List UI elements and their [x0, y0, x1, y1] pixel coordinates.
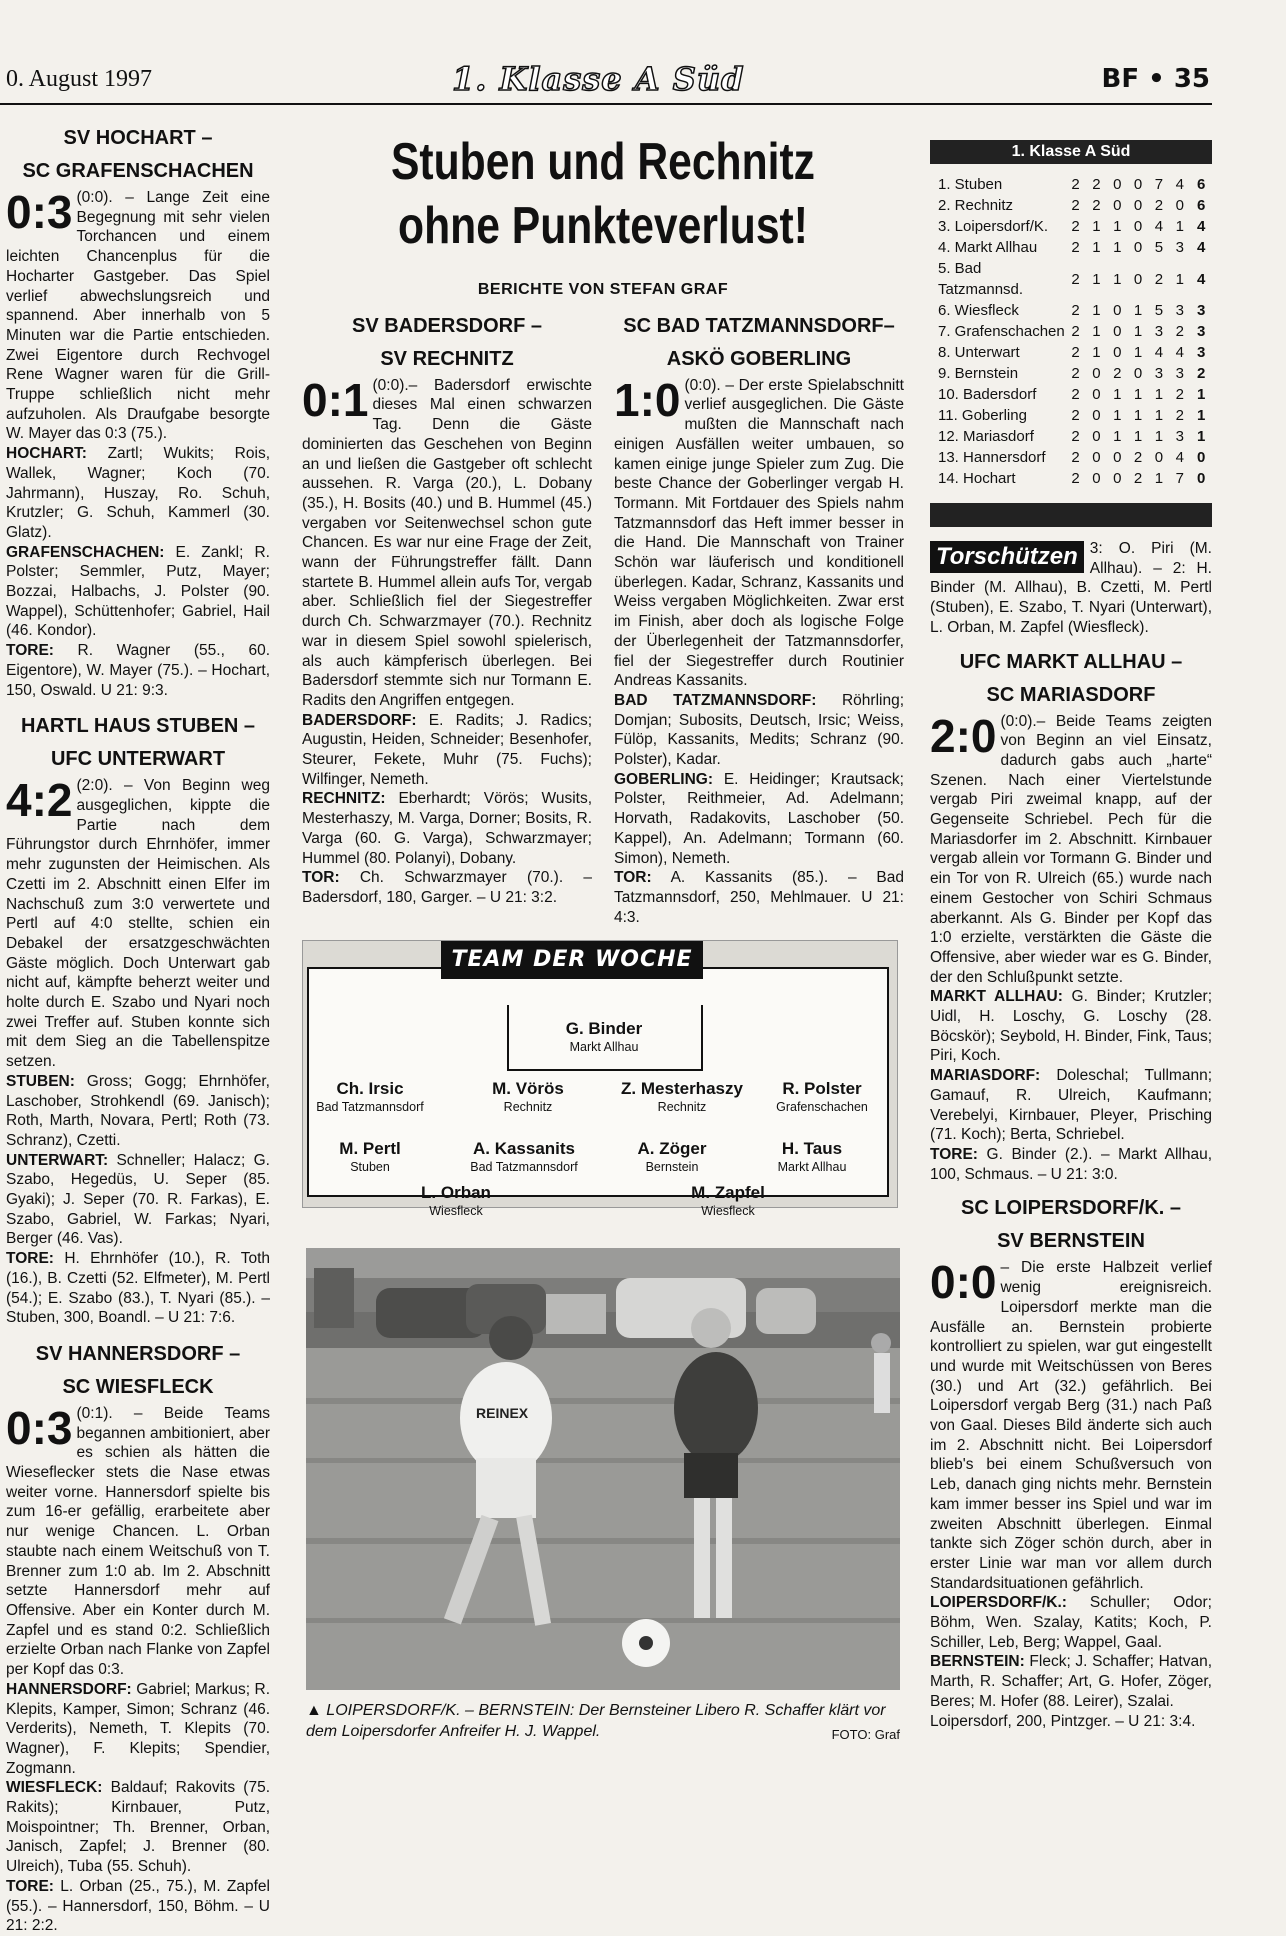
team-pitch — [307, 967, 889, 1218]
standings-cell: 0 — [1092, 407, 1101, 424]
standings-cell: 2 — [1154, 270, 1164, 288]
standings-team: 3. Loipersdorf/K. — [938, 218, 1049, 235]
standings-team: 11. Goberling — [938, 407, 1027, 424]
standings-cell: 0 — [1113, 197, 1122, 214]
standings-points: 3 — [1196, 323, 1206, 340]
standings-cell: 1 — [1175, 218, 1184, 235]
lineup-text: Zartl; Wukits; Rois, Wallek, Wagner; Koch (70. Jahrmann), Huszay, Ro. Schuh, Krutzler; G. Schuh, Kammerl (30. Glatz). — [6, 445, 270, 541]
standings-cell: 1 — [1092, 218, 1101, 235]
standings-cell: 0 — [1113, 470, 1122, 487]
standings-cell: 2 — [1175, 323, 1184, 340]
standings-cell: 1 — [1092, 270, 1101, 288]
lineup-text: Röhrling; Domjan; Subosits, Deutsch, Irsic; Weiss, Fülöp, Kassanits, Medits; Schranz (90. Polster), Kadar. — [614, 691, 904, 769]
standings-cell: 1 — [1113, 428, 1122, 445]
score: 2:0 — [930, 709, 997, 762]
standings-cell: 0 — [1175, 197, 1184, 214]
standings-cell: 1 — [1113, 239, 1122, 256]
standings-cell: 0 — [1133, 197, 1143, 214]
standings-cell: 0 — [1092, 428, 1101, 445]
game-title: HARTL HAUS STUBEN – — [20, 715, 256, 738]
standings-cell: 1 — [1113, 386, 1122, 403]
player-name: G. Binder — [565, 1019, 643, 1038]
standings-points: 4 — [1196, 218, 1206, 235]
standings-cell: 1 — [1092, 323, 1101, 340]
lineup-text: Gabriel; Markus; R. Klepits, Kamper, Simon; Schranz (46. Verderits), Nemeth, T. Klepits (70. Wagner), F. Klepits; Spendier, Zogmann. — [6, 1680, 270, 1777]
standings-team: 2. Rechnitz — [938, 197, 1014, 214]
standings-cell: 3 — [1154, 323, 1164, 340]
team-label: BADERSDORF: — [302, 711, 417, 729]
player-club: Bad Tatzmannsdorf — [470, 1160, 578, 1174]
game-title: SC BAD TATZMANNSDORF– — [623, 314, 895, 337]
standings-row — [938, 195, 1212, 216]
standings-row — [938, 447, 1212, 468]
game-title: SV BERNSTEIN — [997, 1230, 1145, 1253]
standings-table — [938, 174, 1212, 489]
game-title: SC GRAFENSCHACHEN — [22, 160, 254, 182]
team-label: TORE: — [6, 642, 54, 660]
photo-credit: FOTO: Graf — [831, 1727, 900, 1742]
headline — [356, 130, 850, 258]
player-card — [597, 1139, 747, 1175]
standings-cell: 1 — [1175, 270, 1184, 288]
standings-cell: 4 — [1175, 449, 1184, 466]
lineup-text: Baldauf; Rakovits (75. Rakits); Kirnbauer, Putz, Moispointner; Th. Brenner, Orban, Janisch, Zapfel; J. Brenner (80. Ulreich), Tuba (55. Schuh). — [6, 1779, 270, 1876]
player-club: Bernstein — [645, 1160, 699, 1174]
player-name: L. Orban — [421, 1183, 491, 1202]
standings-team: 5. Bad Tatzmannsd. — [938, 260, 1024, 298]
report-text: (0:0). – Der erste Spielabschnitt verlief ausgeglichen. Die Gäste mußten die Mannschaft nach einigen Ausfällen weiter umbauen, so kamen einige junge Spieler zum Zug. Die beste Chance der Goberlinger vergab H. Tormann. Mit Fortdauer des Spiels nahm Tatzmannsdorf das Heft immer besser in die Hand. Die Mannschaft von Trainer Schön war läuferisch und konditionell überlegen. Kadar, Schranz, Kassanits und Weiss vergaben Möglichkeiten. Zwar erst im Finish, aber doch als logische Folge der Überlegenheit der Tatzmannsdorfer, fiel der Siegestreffer durch Routinier Andreas Kassanits. — [614, 376, 904, 690]
scorers-text: 3: O. Piri (M. Allhau). – 2: H. Binder (M. Allhau), B. Czetti, M. Pertl (Stuben), E. Szabo, T. Nyari (Unterwart), L. Orban, M. Zapfel (Wiesfleck). — [930, 540, 1212, 636]
standings-cell: 0 — [1092, 386, 1101, 403]
standings-cell: 2 — [1071, 302, 1080, 319]
game-report — [614, 310, 904, 928]
lineup-text: E. Radits; J. Radics; Augustin, Heiden, Schneider; Besenhofer, Steurer, Fekete, Muhr (75. Fuchs); Wilfinger, Nemeth. — [302, 711, 593, 788]
team-label: MARKT ALLHAU: — [930, 988, 1063, 1006]
standings-cell: 2 — [1175, 407, 1184, 424]
main-column — [302, 122, 904, 927]
standings-cell: 0 — [1133, 239, 1143, 256]
score: 0:3 — [6, 1401, 73, 1454]
standings-cell: 2 — [1071, 239, 1080, 256]
standings-cell: 0 — [1133, 176, 1143, 193]
score: 1:0 — [614, 373, 681, 426]
standings-cell: 7 — [1175, 470, 1184, 487]
game-title: ASKÖ GOBERLING — [666, 347, 852, 370]
standings-row — [938, 426, 1212, 447]
standings-cell: 1 — [1154, 470, 1164, 487]
game-report — [6, 1338, 270, 1936]
report-text: (0:0). – Lange Zeit eine Begegnung mit sehr vielen Torchancen und einem leichten Chancenplus für die Hocharter Gastgeber. Das Spiel verlief abwechslungsreich und spannend. Aber innerhalb von 5 Minuten war die Partie entschieden. Zwei Eigentore durch Rechvogel Rene Wagner waren für die Grill-Truppe schließlich nicht mehr aufzuholen. Als Draufgabe besorgte W. Mayer das 0:3 (75.). — [6, 189, 270, 443]
standings-points: 2 — [1196, 365, 1206, 382]
standings-points: 1 — [1196, 386, 1206, 403]
standings-cell: 5 — [1154, 302, 1164, 319]
standings-team: 1. Stuben — [938, 176, 1003, 193]
game-report — [6, 710, 270, 1328]
standings-cell: 1 — [1092, 344, 1101, 361]
lineup-text: E. Zankl; R. Polster; Semmler, Putz, Mayer; Bozzai, Halbachs, J. Polster (90. Wappel), Schüttenhofer; Gabriel, Hail (46. Kondor). — [6, 543, 270, 640]
lineup-text: Fleck; J. Schaffer; Hatvan, Marth, R. Schaffer; Art, G. Hofer, Zöger, Beres; M. Hofer (88. Leirer), Szalai. — [930, 1653, 1213, 1710]
standings-team: 12. Mariasdorf — [938, 428, 1034, 445]
standings-row — [938, 174, 1212, 195]
team-label: GOBERLING: — [614, 770, 714, 788]
standings-cell: 5 — [1154, 239, 1164, 256]
player-name: M. Pertl — [339, 1139, 401, 1158]
team-label: TORE: — [6, 1250, 54, 1268]
standings-cell: 1 — [1092, 302, 1101, 319]
standings-cell: 0 — [1092, 470, 1101, 487]
standings-cell: 1 — [1154, 386, 1164, 403]
left-column — [6, 122, 270, 1936]
standings-points: 3 — [1196, 302, 1206, 319]
game-title: SC WIESFLECK — [62, 1375, 214, 1398]
lineup-text: H. Ehrnhöfer (10.), R. Toth (16.), B. Czetti (52. Elfmeter), M. Pertl (54.); E. Szabo (83.), T. Nyari (85.). – Stuben, 300, Boandl. – U 21: 7:6. — [6, 1250, 270, 1327]
standings-team: 4. Markt Allhau — [938, 239, 1038, 256]
report-text: (0:0).– Beide Teams zeigten von Beginn an viel Einsatz, dadurch gabs auch „harte“ Szenen. Nach einer Viertelstunde vergab Piri zweimal knapp, auf der Gegenseite Schriebel. Pech für die Mariasdorfer im 2. Abschnitt. Kirnbauer vergab allein vor Tormann G. Binder und ein Tor von R. Ulreich (65.) wurde nach einem Gestocher von Schiri Schmaus aberkannt. Als G. Binder per Kopf das 1:0 erzielte, verstärkten die Gäste die Offensive, aber wieder war es G. Binder, der den Schlußpunkt setzte. — [930, 712, 1212, 986]
standings-cell: 2 — [1092, 197, 1101, 214]
scorers-bar — [930, 503, 1212, 527]
game-title: SC LOIPERSDORF/K. – — [960, 1197, 1182, 1220]
game-title: UFC UNTERWART — [50, 748, 226, 771]
standings-row — [938, 300, 1212, 321]
report-text: (2:0). – Von Beginn weg ausgeglichen, kippte die Partie nach dem Führungstor durch Ehrnhöfer, immer mehr zugunsten der Heimischen. Als Czetti im 2. Abschnitt einen Elfer im Nachschuß zum 3:0 verwertete und Pertl auf 4:0 stellte, schien ein Debakel der ersatzgeschwächten Gäste möglich. Doch Unterwart gab nicht auf, kämpfte beherzt weiter und holte durch E. Szabo und Nyari noch zwei Treffer auf. Stuben konnte sich mit dem Sieg an die Tabellenspitze setzen. — [6, 777, 270, 1071]
standings-cell: 1 — [1133, 386, 1143, 403]
page-number: BF • 35 — [1101, 64, 1210, 94]
standings-cell: 0 — [1092, 365, 1101, 382]
triangle-icon: ▲ — [306, 1702, 322, 1719]
standings-points: 4 — [1196, 270, 1206, 288]
standings-cell: 0 — [1154, 449, 1164, 466]
standings-cell: 2 — [1071, 407, 1080, 424]
team-label: TORE: — [6, 1877, 54, 1895]
standings-title: 1. Klasse A Süd — [930, 140, 1212, 164]
standings-cell: 4 — [1175, 176, 1184, 193]
player-card — [653, 1183, 803, 1219]
standings-cell: 2 — [1071, 470, 1080, 487]
player-name: R. Polster — [782, 1079, 862, 1098]
standings-cell: 1 — [1133, 302, 1143, 319]
team-label: RECHNITZ: — [302, 790, 386, 808]
byline: BERICHTE VON STEFAN GRAF — [477, 281, 729, 298]
lineup-text: L. Orban (25., 75.), M. Zapfel (55.). – Hannersdorf, 150, Böhm. – U 21: 2:2. — [6, 1877, 270, 1935]
team-label: STUBEN: — [6, 1072, 75, 1090]
standings-team: 9. Bernstein — [938, 365, 1019, 382]
team-label: GRAFENSCHACHEN: — [6, 543, 165, 561]
player-name: H. Taus — [781, 1139, 843, 1158]
standings-row — [938, 363, 1212, 384]
standings-cell: 2 — [1071, 323, 1080, 340]
team-label: TORE: — [930, 1145, 978, 1163]
game-title: SV HANNERSDORF – — [35, 1342, 241, 1365]
player-club: Markt Allhau — [777, 1160, 847, 1174]
player-name: M. Zapfel — [691, 1183, 765, 1202]
shirt-text: REINEX — [476, 1405, 529, 1421]
standings-row — [938, 405, 1212, 426]
team-label: BAD TATZMANNSDORF: — [614, 691, 817, 709]
lineup-text: E. Heidinger; Krautsack; Polster, Reithmeier, Ad. Adelmann; Horvath, Radakovits, Laschober (50. Kappel), An. Adelmann; Tormann (60. Simon), Nemeth. — [614, 770, 904, 867]
standings-points: 0 — [1196, 449, 1206, 466]
standings-cell: 0 — [1133, 218, 1143, 235]
report-text: – Die erste Halbzeit verlief wenig ereignisreich. Loipersdorf merkte man die Ausfälle an. Bernstein probierte kontrolliert zu spielen, war gut eingestellt und wurde mit Weitschüssen von Beres (30.) und Art (32.) gefährlich. Bei Loipersdorf vergab Berg (31.) nach Paß von Gaal. Dieses Bild änderte sich auch im 2. Abschnitt nicht. Bei Loipersdorf blieb's bei einem Schußversuch von Leb, danach ging nichts mehr. Bernstein kam immer besser ins Spiel und war im zweiten Abschnitt überlegen. Einmal tankte sich Zöger schön durch, aber in erster Linie war man vor allem durch Standardsituationen gefährlich. — [930, 1259, 1212, 1592]
match-photo — [306, 1248, 900, 1690]
photo-caption — [306, 1700, 900, 1745]
standings-cell: 0 — [1113, 302, 1122, 319]
team-label: WIESFLECK: — [6, 1779, 103, 1797]
game-title: SC MARIASDORF — [986, 683, 1156, 706]
standings-points: 0 — [1196, 470, 1206, 487]
score: 0:0 — [930, 1256, 997, 1309]
standings-cell: 2 — [1071, 218, 1080, 235]
standings-cell: 4 — [1154, 344, 1164, 361]
standings-team: 7. Grafenschachen — [938, 323, 1065, 340]
team-label: MARIASDORF: — [930, 1067, 1041, 1085]
scorers-label: Torschützen — [930, 541, 1084, 573]
game-report — [930, 1192, 1212, 1731]
team-label: TOR: — [302, 869, 340, 887]
standings-row — [938, 384, 1212, 405]
player-club: Rechnitz — [503, 1100, 553, 1114]
standings-cell: 0 — [1113, 344, 1122, 361]
standings-row — [938, 342, 1212, 363]
game-report — [930, 646, 1212, 1185]
team-label: UNTERWART: — [6, 1151, 109, 1169]
team-of-the-week — [302, 940, 898, 1218]
standings-cell: 2 — [1071, 428, 1080, 445]
team-label: BERNSTEIN: — [930, 1653, 1025, 1671]
standings-cell: 4 — [1175, 344, 1184, 361]
standings-points: 1 — [1196, 428, 1206, 445]
lineup-text: Eberhardt; Vörös; Wusits, Mesterhaszy, M. Varga, Dorner; Bosits, R. Varga (60. G. Varga), Schwarzmayer; Hummel (80. Polanyi), Dobany. — [302, 790, 592, 867]
standings-cell: 3 — [1175, 365, 1184, 382]
standings-cell: 0 — [1113, 176, 1122, 193]
standings-cell: 2 — [1175, 386, 1184, 403]
player-club: Bad Tatzmannsdorf — [316, 1100, 424, 1114]
lineup-text: Schuller; Odor; Böhm, Wen. Szalay, Katits; Koch, P. Schiller, Leb, Berg; Wappel, Gaal. — [930, 1594, 1212, 1651]
player-card — [747, 1079, 897, 1115]
player-card — [295, 1079, 445, 1115]
player-club: Wiesfleck — [429, 1204, 483, 1218]
standings-cell: 0 — [1092, 449, 1101, 466]
player-club: Rechnitz — [657, 1100, 707, 1114]
scorers — [930, 539, 1212, 638]
score: 0:3 — [6, 186, 73, 238]
standings-cell: 7 — [1154, 176, 1164, 193]
game-title: UFC MARKT ALLHAU – — [959, 650, 1183, 673]
lineup-text: Ch. Schwarzmayer (70.). – Badersdorf, 180, Garger. – U 21: 3:2. — [302, 869, 592, 906]
team-label: LOIPERSDORF/K.: — [930, 1594, 1067, 1612]
section-title: 1. Klasse A Süd — [452, 60, 745, 98]
standings-cell: 1 — [1133, 428, 1143, 445]
standings-points: 3 — [1196, 344, 1206, 361]
standings-cell: 2 — [1113, 365, 1122, 382]
player-club: Grafenschachen — [776, 1100, 868, 1114]
standings-cell: 2 — [1071, 176, 1080, 193]
player-name: Ch. Irsic — [336, 1079, 404, 1098]
lineup-text: G. Binder; Krutzler; Uidl, H. Loschy, G. Loschy (28. Böcskör); Seybold, H. Binder, Fink, Taus; Piri, Koch. — [930, 988, 1212, 1065]
standings-cell: 3 — [1175, 428, 1184, 445]
standings-cell: 0 — [1113, 323, 1122, 340]
player-card — [453, 1079, 603, 1115]
player-card — [529, 1019, 679, 1055]
player-name: A. Zöger — [637, 1139, 707, 1158]
issue-date: 0. August 1997 — [6, 66, 153, 92]
team-label: TOR: — [614, 869, 652, 887]
player-card — [607, 1079, 757, 1115]
headline-line: Stuben und Rechnitz — [390, 133, 816, 191]
lineup-text: A. Kassanits (85.). – Bad Tatzmannsdorf, 250, Mehlmauer. U 21: 4:3. — [614, 869, 904, 926]
standings-cell: 2 — [1133, 449, 1143, 466]
standings-team: 10. Badersdorf — [938, 386, 1037, 403]
standings-cell: 0 — [1113, 449, 1122, 466]
lineup-text: Schneller; Halacz; G. Szabo, Hegedüs, U. Seper (85. Gyaki); J. Seper (70. R. Farkas), E. Szabo, Gabriel, W. Farkas; Nyari, Berger (46. Vas). — [6, 1151, 270, 1248]
standings-cell: 2 — [1071, 344, 1080, 361]
standings-row — [938, 237, 1212, 258]
report-text: (0:0).– Badersdorf erwischte dieses Mal einen schwarzen Tag. Denn die Gäste dominierten das Geschehen von Beginn an und ließen die Gastgeber oft schlecht aussehen. R. Varga (20.), L. Dobany (35.), H. Bosits (40.) und B. Hummel (45.) vergaben vor Seitenwechsel schon gute Chancen. Es war nur eine Frage der Zeit, wann der Führungstreffer fällt. Dann startete B. Hummel allein aufs Tor, vergab aber. Schließlich fiel der Siegestreffer durch Ch. Schwarzmayer (70.). Rechnitz war in diesem Spiel sowohl spielerisch, als auch kämpferisch überlegen. Bei Badersdorf stemmte sich nur Tormann E. Radits den Angriffen entgegen. — [302, 376, 592, 709]
player-card — [449, 1139, 599, 1175]
standings-team: 13. Hannersdorf — [938, 449, 1046, 466]
standings-cell: 1 — [1113, 218, 1122, 235]
player-club: Markt Allhau — [569, 1040, 639, 1054]
lineup-text: Doleschal; Tullmann; Gamauf, R. Ulreich, Kaufmann; Verebelyi, Kirnbauer, Pleyer, Prisching (71. Koch); Berta, Schriebel. — [930, 1067, 1212, 1144]
standings-cell: 2 — [1071, 449, 1080, 466]
player-card — [295, 1139, 445, 1175]
player-name: Z. Mesterhaszy — [621, 1079, 743, 1098]
standings-row — [938, 321, 1212, 342]
standings-cell: 3 — [1154, 365, 1164, 382]
player-card — [381, 1183, 531, 1219]
standings-team: 8. Unterwart — [938, 344, 1020, 361]
standings-cell: 2 — [1071, 386, 1080, 403]
match-photo-illustration — [306, 1248, 900, 1690]
player-name: A. Kassanits — [472, 1139, 576, 1158]
team-label: HANNERSDORF: — [6, 1680, 132, 1698]
standings-cell: 3 — [1175, 302, 1184, 319]
standings-cell: 1 — [1133, 323, 1143, 340]
standings-team: 14. Hochart — [938, 470, 1016, 487]
standings-cell: 1 — [1154, 407, 1164, 424]
standings-cell: 2 — [1154, 197, 1164, 214]
standings-cell: 1 — [1133, 344, 1143, 361]
standings-points: 6 — [1196, 197, 1206, 214]
standings-cell: 1 — [1154, 428, 1164, 445]
lineup-text: Gross; Gogg; Ehrnhöfer, Laschober, Strohkendl (69. Janisch); Roth, Marth, Novara, Pertl; Roth (73. Schranz), Czetti. — [6, 1072, 270, 1149]
lineup-text: G. Binder (2.). – Markt Allhau, 100, Schmaus. – U 21: 3:0. — [930, 1145, 1212, 1183]
caption-text: LOIPERSDORF/K. – BERNSTEIN: Der Bernsteiner Libero R. Schaffer klärt vor dem Loipersdorfer Anfreifer H. J. Wappel. — [306, 1702, 886, 1740]
standings-cell: 4 — [1154, 218, 1164, 235]
standings-cell: 1 — [1133, 407, 1143, 424]
standings-team: 6. Wiesfleck — [938, 302, 1019, 319]
standings-cell: 2 — [1071, 270, 1080, 288]
standings-cell: 2 — [1092, 176, 1101, 193]
standings-points: 4 — [1196, 239, 1206, 256]
standings-points: 1 — [1196, 407, 1206, 424]
game-report — [302, 310, 592, 928]
standings-cell: 1 — [1092, 239, 1101, 256]
standings-cell: 1 — [1113, 407, 1122, 424]
game-report — [6, 122, 270, 700]
standings-cell: 0 — [1133, 365, 1143, 382]
standings-row — [938, 468, 1212, 489]
player-club: Stuben — [350, 1160, 390, 1174]
right-column — [930, 130, 1212, 1731]
header-rule — [0, 103, 1212, 105]
report-text: (0:1). – Beide Teams begannen ambitioniert, aber es schien als hätten die Wieseflecker stets die Nase etwas weiter vorne. Hannersdorf spielte bis zum 16-er gefällig, erarbeitete aber nur wenige Chancen. L. Orban staubte nach einem Weitschuß von T. Brenner zum 1:0 ab. Im 2. Abschnitt setzte Hannersdorf mehr auf Offensive. Aber ein Konter durch M. Zapfel und es stand 0:2. Schließlich erzielte Orban nach Flanke von Zapfel per Kopf das 0:3. — [6, 1404, 270, 1679]
lineup-text: Loipersdorf, 200, Pintzger. – U 21: 3:4. — [930, 1712, 1196, 1730]
score: 4:2 — [6, 774, 73, 827]
standings-cell: 0 — [1133, 270, 1143, 288]
standings-row — [938, 258, 1212, 300]
player-club: Wiesfleck — [701, 1204, 755, 1218]
standings-cell: 3 — [1175, 239, 1184, 256]
player-name: M. Vörös — [492, 1079, 564, 1098]
lineup-text: R. Wagner (55., 60. Eigentore), W. Mayer (75.). – Hochart, 150, Oswald. U 21: 9:3. — [6, 642, 270, 699]
standings-cell: 2 — [1133, 470, 1143, 487]
game-title: SV BADERSDORF – — [351, 314, 543, 337]
standings-cell: 1 — [1113, 270, 1122, 288]
game-title: SV RECHNITZ — [380, 347, 514, 370]
headline-line: ohne Punkteverlust! — [398, 197, 808, 255]
standings-row — [938, 216, 1212, 237]
score: 0:1 — [302, 373, 369, 426]
standings-cell: 2 — [1071, 365, 1080, 382]
team-of-week-title: TEAM DER WOCHE — [441, 941, 703, 979]
standings-cell: 2 — [1071, 197, 1080, 214]
player-card — [737, 1139, 887, 1175]
team-label: HOCHART: — [6, 445, 87, 463]
game-title: SV HOCHART – — [63, 127, 213, 149]
standings-points: 6 — [1196, 176, 1206, 193]
